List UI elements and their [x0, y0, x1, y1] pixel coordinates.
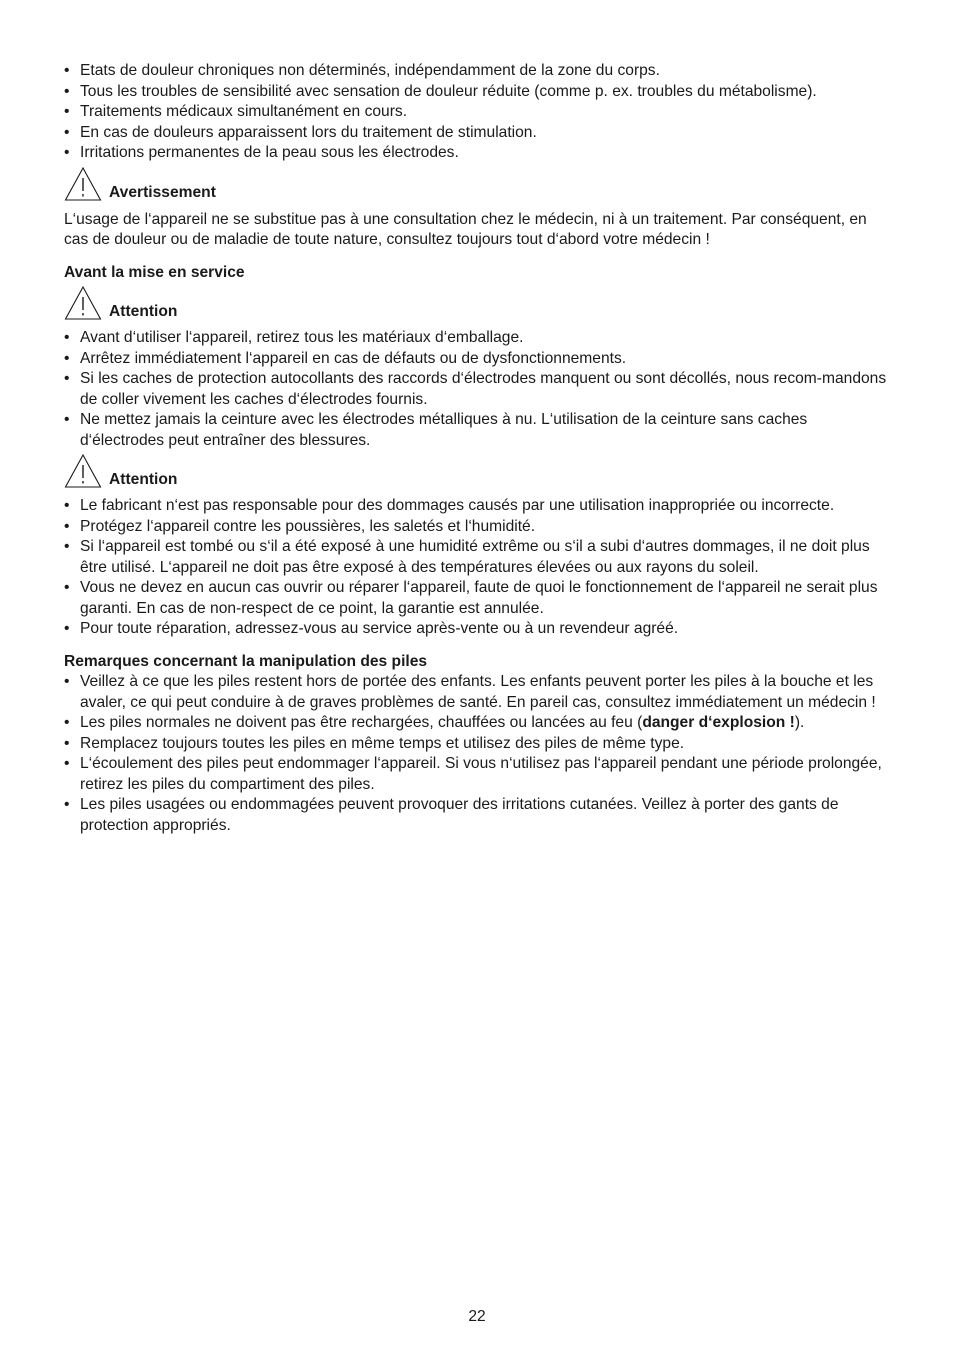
- list-item: • Vous ne devez en aucun cas ouvrir ou réparer l‘appareil, faute de quoi le fonctionnement de l‘appareil ne serait plus garanti. En cas de non-respect de ce point, la garantie est annulée.: [64, 578, 894, 619]
- piles-list: [64, 672, 894, 836]
- avertissement-heading: [64, 164, 894, 202]
- attention-list: [64, 328, 894, 451]
- list-item: • Protégez l‘appareil contre les poussières, les saletés et l‘humidité.: [64, 517, 894, 538]
- section-heading-avant-mise-en-service: Avant la mise en service: [64, 263, 245, 281]
- explosion-warning-text: danger d‘explosion !: [642, 714, 795, 731]
- list-item: • Les piles usagées ou endommagées peuvent provoquer des irritations cutanées. Veillez à porter des gants de protection appropriés.: [64, 795, 894, 836]
- list-item: • Arrêtez immédiatement l‘appareil en cas de défauts ou de dysfonctionnements.: [64, 349, 894, 370]
- warning-triangle-icon: [64, 453, 102, 489]
- warning-triangle-icon: [64, 166, 102, 202]
- list-item: • Veillez à ce que les piles restent hors de portée des enfants. Les enfants peuvent porter les piles à la bouche et les avaler, ce qui peut conduire à de graves problèmes de santé. En pareil cas, consultez immédiatement un médecin !: [64, 672, 894, 713]
- list-item: • Si les caches de protection autocollants des raccords d‘électrodes manquent ou sont décollés, nous recom-mandons de coller vivement les caches d‘électrodes fournis.: [64, 369, 894, 410]
- list-item: [64, 713, 894, 734]
- list-item-text: Les piles normales ne doivent pas être rechargées, chauffées ou lancées au feu (: [80, 714, 643, 731]
- attention-heading: [64, 283, 894, 321]
- list-item: • Si l‘appareil est tombé ou s‘il a été exposé à une humidité extrême ou s‘il a subi d‘autres dommages, il ne doit plus être utilisé. L‘appareil ne doit pas être exposé à des températures élevées ou aux rayons du soleil.: [64, 537, 894, 578]
- list-item: • Avant d‘utiliser l‘appareil, retirez tous les matériaux d‘emballage.: [64, 328, 894, 349]
- attention-title: Attention: [109, 471, 178, 488]
- avertissement-text: L‘usage de l‘appareil ne se substitue pas à une consultation chez le médecin, ni à un traitement. Par conséquent, en cas de douleur ou de maladie de toute nature, consultez toujours tout d‘abord votre médecin !: [64, 210, 867, 248]
- attention-heading: [64, 451, 894, 489]
- list-item: • Le fabricant n‘est pas responsable pour des dommages causés par une utilisation inappropriée ou incorrecte.: [64, 496, 894, 517]
- list-item: • En cas de douleurs apparaissent lors du traitement de stimulation.: [64, 123, 894, 144]
- page-number: 22: [468, 1308, 486, 1325]
- list-item: • Remplacez toujours toutes les piles en même temps et utilisez des piles de même type.: [64, 734, 894, 755]
- contraindications-list: [64, 61, 894, 164]
- avertissement-title: Avertissement: [109, 183, 216, 201]
- list-item-text: ).: [794, 714, 805, 731]
- warning-triangle-icon: [64, 285, 102, 321]
- attention-list: [64, 496, 894, 640]
- list-item: • Etats de douleur chroniques non déterminés, indépendamment de la zone du corps.: [64, 61, 894, 82]
- list-item: • Ne mettez jamais la ceinture avec les électrodes métalliques à nu. L‘utilisation de la ceinture sans caches d‘électrodes peut entraîner des blessures.: [64, 410, 894, 451]
- list-item: • Tous les troubles de sensibilité avec sensation de douleur réduite (comme p. ex. troubles du métabolisme).: [64, 82, 894, 103]
- list-item: • Irritations permanentes de la peau sous les électrodes.: [64, 143, 894, 164]
- list-item: • L‘écoulement des piles peut endommager l‘appareil. Si vous n‘utilisez pas l‘appareil pendant une période prolongée, retirez les piles du compartiment des piles.: [64, 754, 894, 795]
- attention-title: Attention: [109, 303, 178, 320]
- list-item: • Traitements médicaux simultanément en cours.: [64, 102, 894, 123]
- list-item: • Pour toute réparation, adressez-vous au service après-vente ou à un revendeur agréé.: [64, 619, 894, 640]
- section-heading-piles: Remarques concernant la manipulation des piles: [64, 652, 428, 670]
- manual-page: [64, 61, 894, 836]
